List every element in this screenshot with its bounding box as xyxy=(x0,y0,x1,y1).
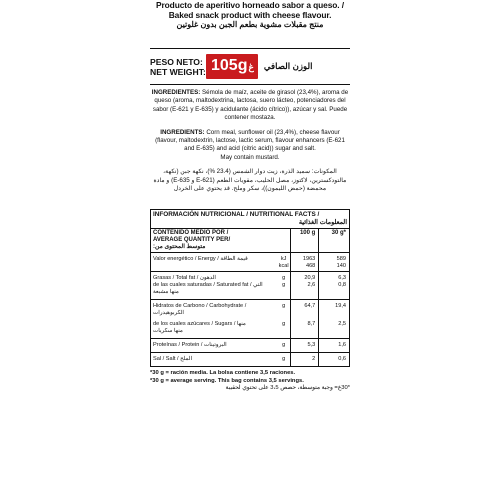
value-100g: 2 xyxy=(290,353,319,366)
row-label: Valor energético / Energy / قيمة الطاقة xyxy=(153,256,248,263)
row-label: Grasas / Total fat / الدهون xyxy=(153,275,216,282)
value-30g: 589 xyxy=(336,256,347,263)
net-weight-label-ar: الوزن الصافي xyxy=(263,61,313,71)
ingredients-spanish xyxy=(150,89,350,123)
nutrition-row-protein xyxy=(151,339,349,353)
label-panel xyxy=(150,0,350,491)
value-100g: 468 xyxy=(305,263,316,270)
nutrition-title xyxy=(151,210,349,229)
unit: kJ xyxy=(280,256,287,263)
nutrition-title-text: INFORMACIÓN NUTRICIONAL / NUTRITIONAL FACTS / xyxy=(153,211,320,219)
row-label: Proteínas / Protein / البروتينات xyxy=(153,342,227,349)
value-100g: 1963 xyxy=(302,256,316,263)
value-30g: 1,6 xyxy=(318,339,349,352)
unit: kcal xyxy=(278,263,289,270)
ingredients-arabic: المكونات: سميد الذرة، زيت دوار الشمس (23.4 %)، نكهة جبن (نكهة، مالتودكسترين، لاكتوز، مصل الحليب، مقويات الطعم (E-621 و E-635) و مادة محمضة (حمض الليمون))، سكر وملح. قد يحتوي على الخردل xyxy=(153,168,347,193)
title-spanish: Producto de aperitivo horneado sabor a queso. / xyxy=(156,0,344,10)
net-weight-badge xyxy=(206,54,258,79)
header-label-es: CONTENIDO MEDIO POR / xyxy=(153,230,229,237)
ingredients-allergen-en: May contain mustard. xyxy=(220,153,280,161)
value-30g: 6,3 xyxy=(338,275,347,282)
ingredients-text-en: Corn meal, sunflower oil (23,4%), cheese flavour (flavour, maltodextrin, lactose, lactic serum, flavour enhancers (E-621 and E-635) and acid (citric acid)) sugar and salt. xyxy=(155,128,345,153)
footnote-ar: *30غ= وجبة متوسطة، حصص 3،5 على تحتوي لحقيبة xyxy=(225,384,350,391)
value-30g: 0,6 xyxy=(318,353,349,366)
footnote-es: *30 g = ración media. La bolsa contiene 3,5 raciones. xyxy=(150,370,296,377)
nutrition-row-salt xyxy=(151,353,349,366)
ingredients-text-es: Sémola de maíz, aceite de girasol (23,4%), aroma de queso (aroma, maltodextrina, lactosa, suero lácteo, potenciadores del sabor (E-621 y E-635) y acidulante (ácido cítrico)), azúcar y sal. Puede contener mostaza. xyxy=(152,89,349,122)
nutrition-row-energy xyxy=(151,253,349,272)
unit: g xyxy=(282,275,286,282)
product-title xyxy=(150,0,350,30)
row-sublabel-ar: منها مشبعة xyxy=(153,289,179,296)
value-30g: 140 xyxy=(336,263,347,270)
value-100g: 2,6 xyxy=(307,282,316,289)
footnote-en: *30 g = average serving. This bag contains 3,5 servings. xyxy=(150,377,304,384)
value-100g: 64,7 xyxy=(304,303,316,310)
value-30g: 0,8 xyxy=(338,282,347,289)
unit: g xyxy=(282,356,286,363)
nutrition-row-fat xyxy=(151,272,349,300)
header-col-30g: 30 g* xyxy=(318,229,349,252)
nutrition-row-carbohydrate xyxy=(151,300,349,339)
net-weight-label-en: NET WEIGHT: xyxy=(150,66,206,77)
unit: g xyxy=(282,282,286,289)
nutrition-title-ar: المعلومات الغذائية xyxy=(298,219,347,227)
ingredients-label-en: INGREDIENTS: xyxy=(160,128,205,136)
net-weight-value: 105g xyxy=(211,57,248,74)
ingredients-english xyxy=(150,129,350,163)
header-col-100g: 100 g xyxy=(290,229,319,252)
header-label-en: AVERAGE QUANTITY PER/ xyxy=(153,237,231,244)
divider xyxy=(150,84,350,85)
title-arabic: منتج مقبلات مشوية بطعم الجبن بدون غلوتين xyxy=(176,20,324,29)
value-30g: 2,5 xyxy=(338,321,347,328)
row-sublabel: de los cuales azúcares / Sugars / منها xyxy=(153,321,246,328)
value-30g: 19,4 xyxy=(335,303,347,310)
divider xyxy=(150,48,350,49)
net-weight-unit-ar: غ xyxy=(248,62,254,72)
header-label-ar: متوسط المحتوى من: xyxy=(153,244,206,251)
serving-footnote xyxy=(150,370,350,392)
net-weight-label-es: PESO NETO: xyxy=(150,56,203,67)
value-100g: 20,9 xyxy=(304,275,316,282)
unit: g xyxy=(282,303,286,310)
unit: g xyxy=(282,321,286,328)
row-sublabel: de las cuales saturadas / Saturated fat / التي xyxy=(153,282,263,289)
nutrition-header-row xyxy=(151,229,349,253)
value-100g: 8,7 xyxy=(307,321,316,328)
title-english: Baked snack product with cheese flavour. xyxy=(168,10,332,20)
value-100g: 5,3 xyxy=(290,339,319,352)
row-label: Hidratos de Carbono / Carbohydrate / الكربوهيدرات xyxy=(153,303,247,317)
nutrition-table xyxy=(150,209,350,367)
net-weight xyxy=(150,51,350,82)
ingredients-label-es: INGREDIENTES: xyxy=(151,89,201,96)
unit: g xyxy=(282,342,286,349)
row-label: Sal / Salt / الملح xyxy=(153,356,193,363)
row-sublabel-ar: منها سكريات xyxy=(153,328,183,335)
